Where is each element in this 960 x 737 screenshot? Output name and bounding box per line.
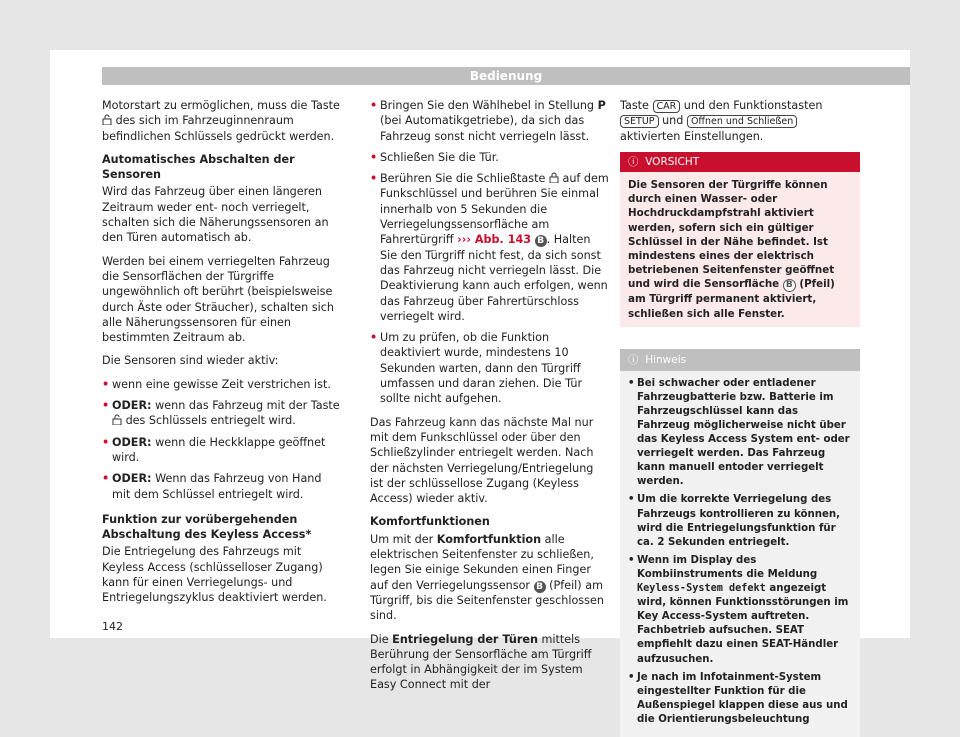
list-item: • Wenn im Display des Kombiinstruments die Meldung Keyless-System defekt angezeigt wird, können Funktionsstörungen im Key Access-System auftreten. Fachbetrieb aufsuchen. SEAT empfiehlt dazu einen SEAT-Händler aufzusuchen. (628, 554, 852, 667)
paragraph: Motorstart zu ermöglichen, muss die Taste des sich im Fahrzeuginnenraum befindlichen Schlüssels gedrückt werden. (102, 99, 340, 143)
list-item: • Bei schwacher oder entladener Fahrzeugbatterie bzw. Batterie im Fahrzeugschlüssel kann das Fahrzeug möglicherweise nicht über das Keyless Access System ent- oder verriegelt werden. Das Fahrzeug kann manuell entoder verriegelt werden. (628, 377, 852, 490)
list-item: • ODER: wenn das Fahrzeug mit der Taste des Schlüssels entriegelt wird. (102, 398, 342, 429)
lock-icon (549, 172, 559, 183)
paragraph: Um mit der Komfortfunktion alle elektrischen Seitenfenster zu schließen, legen Sie einige Sekunden einen Finger auf den Verriegelungssensor B (Pfeil) am Türgriff, bis die Seitenfenster geschlossen sind. (370, 532, 604, 623)
note-header: ⓘ Hinweis (620, 349, 860, 371)
setup-key: SETUP (620, 115, 659, 128)
list-item: • Um die korrekte Verriegelung des Fahrzeugs kontrollieren zu können, wird die Entriegelungsfunktion für ca. 2 Sekunden entriegelt. (628, 493, 852, 549)
subheading: Automatisches Abschalten der Sensoren (102, 152, 295, 182)
open-close-key: Öffnen und Schließen (687, 115, 797, 128)
subheading: Funktion zur vorübergehenden Abschaltung des Keyless Access* (102, 512, 312, 542)
list-item: • ODER: wenn die Heckklappe geöffnet wird. (102, 435, 342, 466)
caution-box (620, 152, 860, 327)
paragraph: Taste CAR und den Funktionstasten SETUP und Öffnen und Schließen aktivierten Einstellungen. (620, 99, 823, 143)
list-item: • Bringen Sie den Wählhebel in Stellung P (bei Automatikgetriebe), da sich das Fahrzeug sonst nicht verriegeln lässt. (370, 98, 610, 144)
paragraph: Die Entriegelung des Fahrzeugs mit Keyless Access (schlüsselloser Zugang) kann für einen Verriegelungs- und Entriegelungszyklus deaktiviert werden. (102, 545, 327, 605)
warning-icon: ⓘ (628, 155, 639, 168)
paragraph: Die Sensoren sind wieder aktiv: (102, 354, 279, 368)
unlock-icon (112, 414, 122, 425)
page-number: 142 (102, 620, 123, 633)
manual-page (50, 50, 910, 725)
list-item: • Berühren Sie die Schließtaste auf dem Funkschlüssel und berühren Sie einmal innerhalb von 5 Sekunden die Verriegelungssensorfläche am Fahrertürgriff ››› Abb. 143 B . Halten Sie den Türgriff nicht fest, da sich sonst das Fahrzeug nicht verriegeln lässt. Die Deaktivierung kann auch erfolgen, wenn das Fahrzeug über Fahrertürschloss verriegelt wird. (370, 171, 610, 324)
list-item: • Um zu prüfen, ob die Funktion deaktiviert wurde, mindestens 10 Sekunden warten, dann den Türgriff umfassen und daran ziehen. Die Tür sollte nicht aufgehen. (370, 330, 610, 406)
subheading: Komfortfunktionen (370, 515, 490, 529)
callout-circle: B (535, 235, 547, 247)
info-icon: ⓘ (628, 353, 639, 366)
unlock-icon (102, 114, 112, 125)
list-item: • wenn eine gewisse Zeit verstrichen ist. (102, 377, 342, 392)
car-key: CAR (653, 100, 681, 113)
note-body (620, 371, 860, 737)
paragraph: Die Entriegelung der Türen mittels Berührung der Sensorfläche am Türgriff erfolgt in Abhängigkeit der im System Easy Connect mit der (370, 632, 592, 692)
list-item: • Schließen Sie die Tür. (370, 150, 610, 165)
column-1 (102, 98, 342, 614)
list-item: • Je nach im Infotainment-System eingestellter Funktion für die Außenspiegel klappen diese aus und die Orientierungsbeleuchtung (628, 671, 852, 727)
callout-circle: B (534, 581, 546, 593)
callout-circle: B (783, 279, 796, 292)
caution-body: Die Sensoren der Türgriffe können durch einen Wasser- oder Hochdruckdampfstrahl aktiviert werden, sofern sich ein gültiger Schlüssel in der Nähe befindet. Ist mindestens eines der elektrisch betriebenen Seitenfenster geöffnet und wird die Sensorfläche B (Pfeil) am Türgriff permanent aktiviert, schließen sich alle Fenster. (620, 172, 860, 327)
column-2 (370, 98, 610, 701)
list-item: • ODER: Wenn das Fahrzeug von Hand mit dem Schlüssel entriegelt wird. (102, 471, 342, 502)
column-3 (620, 98, 860, 737)
paragraph: Werden bei einem verriegelten Fahrzeug die Sensorflächen der Türgriffe ungewöhnlich oft berührt (beispielsweise durch Äste oder Sträucher), schalten sich alle Näherungssensoren für einen bestimmten Zeitraum ab. (102, 254, 334, 345)
caution-header: ⓘ VORSICHT (620, 152, 860, 172)
paragraph: Wird das Fahrzeug über einen längeren Zeitraum weder ent- noch verriegelt, schalten sich die Näherungssensoren an den Türen automatisch ab. (102, 185, 329, 245)
section-header: Bedienung (102, 67, 910, 85)
figure-reference[interactable]: ››› Abb. 143 (457, 233, 532, 247)
paragraph: Das Fahrzeug kann das nächste Mal nur mit dem Funkschlüssel oder über den Schließzylinder entriegelt werden. Nach der nächsten Verriegelung/Entriegelung ist der schlüssellose Zugang (Keyless Access) wieder aktiv. (370, 415, 594, 506)
